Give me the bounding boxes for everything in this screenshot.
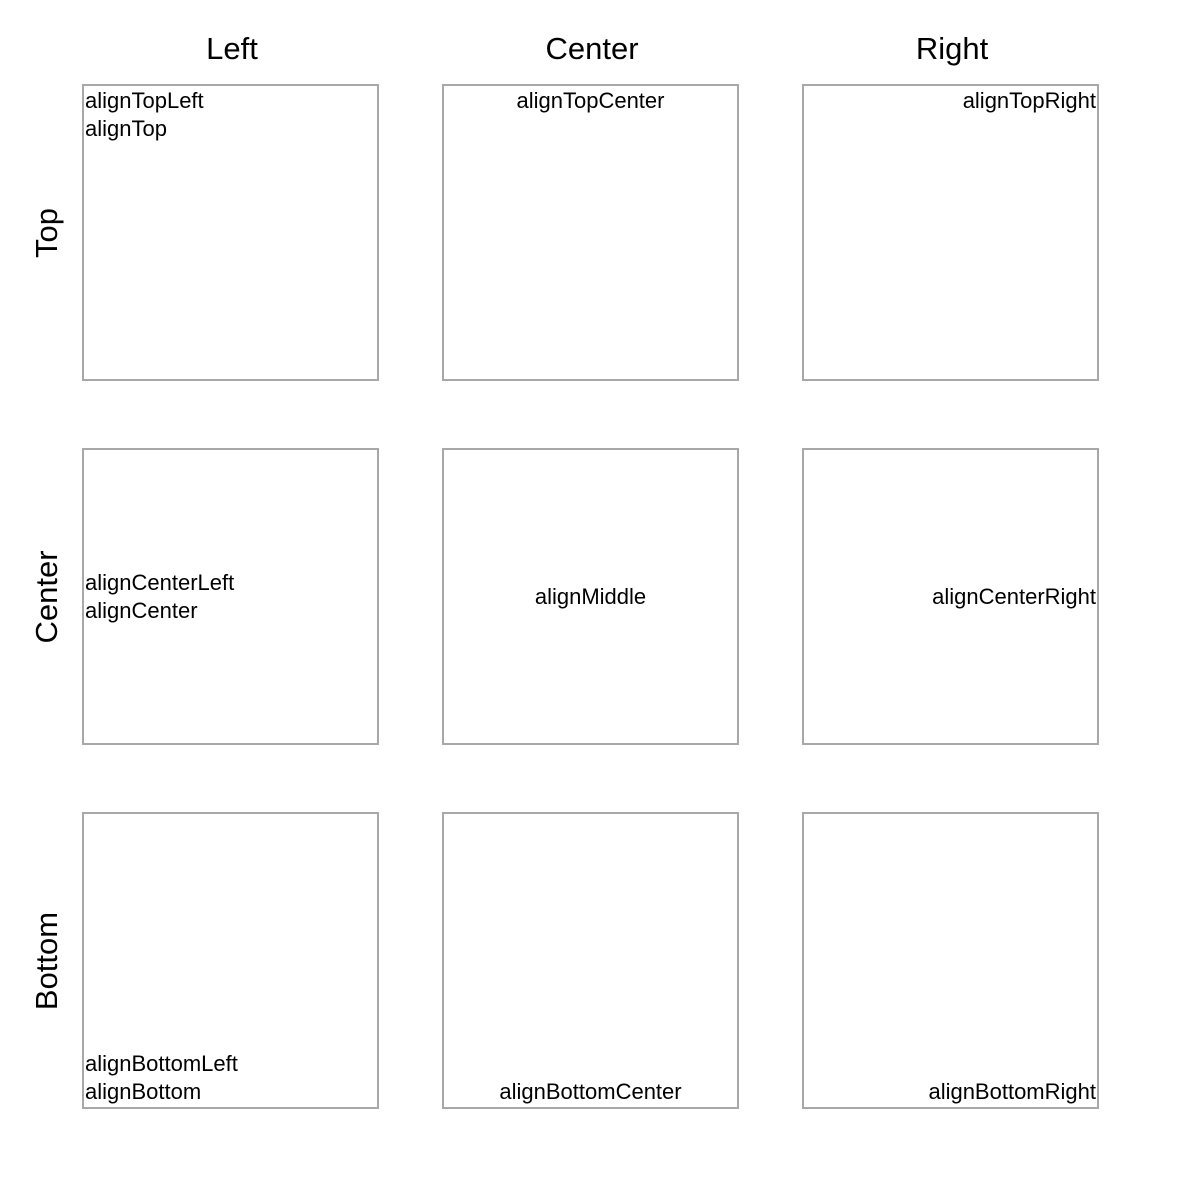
box-top-right bbox=[802, 84, 1099, 381]
label-align-center: alignCenter bbox=[85, 597, 198, 623]
row-header-top: Top bbox=[29, 208, 64, 258]
label-align-center-left: alignCenterLeft bbox=[85, 569, 235, 595]
column-header-right: Right bbox=[915, 31, 989, 66]
box-center-center bbox=[442, 448, 739, 745]
label-align-top-left: alignTopLeft bbox=[85, 88, 204, 113]
label-align-top-center: alignTopCenter bbox=[516, 88, 665, 113]
box-top-center bbox=[442, 84, 739, 381]
row-header-center: Center bbox=[29, 550, 64, 644]
column-header-left: Left bbox=[206, 31, 258, 66]
box-bottom-left bbox=[82, 812, 379, 1109]
box-bottom-center bbox=[442, 812, 739, 1109]
label-align-bottom-left: alignBottomLeft bbox=[85, 1051, 238, 1076]
column-header-center: Center bbox=[545, 31, 639, 66]
label-align-bottom-center: alignBottomCenter bbox=[499, 1079, 682, 1104]
label-align-center-right: alignCenterRight bbox=[932, 583, 1096, 609]
box-top-left bbox=[82, 84, 379, 381]
label-align-top-right: alignTopRight bbox=[962, 88, 1096, 113]
row-header-bottom: Bottom bbox=[29, 911, 64, 1011]
box-center-left bbox=[82, 448, 379, 745]
label-align-bottom: alignBottom bbox=[85, 1079, 202, 1104]
box-bottom-right bbox=[802, 812, 1099, 1109]
label-align-top: alignTop bbox=[85, 116, 167, 141]
label-align-bottom-right: alignBottomRight bbox=[928, 1079, 1096, 1104]
label-align-middle: alignMiddle bbox=[534, 583, 647, 609]
box-center-right bbox=[802, 448, 1099, 745]
